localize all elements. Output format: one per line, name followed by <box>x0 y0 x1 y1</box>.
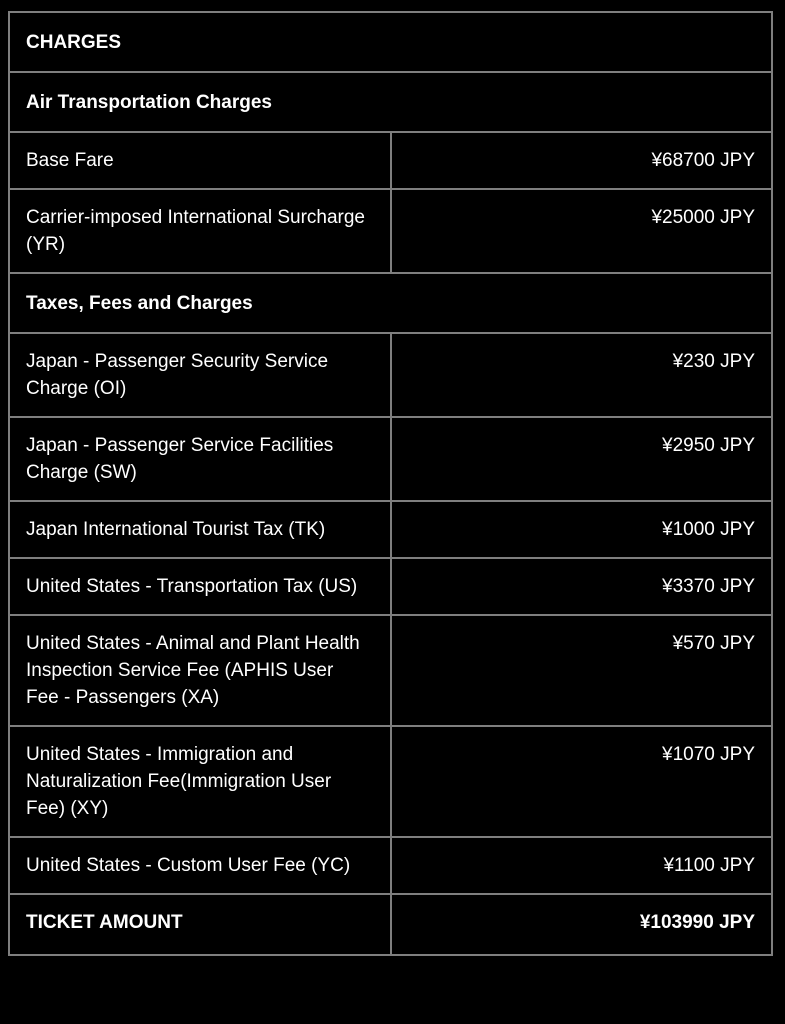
tax-row-tk <box>10 500 771 557</box>
tax-row-oi <box>10 332 771 416</box>
tax-row-xy <box>10 725 771 836</box>
tax-amount: ¥3370 JPY <box>662 576 755 597</box>
tax-label: United States - Immigration and Naturalization Fee(Immigration User Fee) (XY) <box>10 727 392 836</box>
tax-amount: ¥570 JPY <box>672 633 755 654</box>
tax-amount: ¥230 JPY <box>672 351 755 372</box>
charge-amount: ¥68700 JPY <box>651 150 755 171</box>
tax-row-sw <box>10 416 771 500</box>
charge-amount: ¥25000 JPY <box>651 207 755 228</box>
tax-section-heading: Taxes, Fees and Charges <box>26 293 253 314</box>
tax-amount: ¥1070 JPY <box>662 744 755 765</box>
tax-label: United States - Transportation Tax (US) <box>10 559 392 614</box>
charges-title: CHARGES <box>26 32 122 53</box>
tax-label: Japan - Passenger Security Service Charge (OI) <box>10 334 392 416</box>
tax-label: Japan International Tourist Tax (TK) <box>10 502 392 557</box>
charge-label: Carrier-imposed International Surcharge (YR) <box>10 190 392 272</box>
tax-row-xa <box>10 614 771 725</box>
tax-label: Japan - Passenger Service Facilities Charge (SW) <box>10 418 392 500</box>
ticket-total-amount: ¥103990 JPY <box>639 912 755 933</box>
tax-row-us <box>10 557 771 614</box>
air-section-heading-row <box>10 71 771 131</box>
tax-label: United States - Animal and Plant Health Inspection Service Fee (APHIS User Fee - Passengers (XA) <box>10 616 392 725</box>
charge-row-base-fare <box>10 131 771 188</box>
tax-amount: ¥1100 JPY <box>663 855 755 876</box>
air-section-heading: Air Transportation Charges <box>26 92 272 113</box>
charge-label: Base Fare <box>10 133 392 188</box>
tax-row-yc <box>10 836 771 893</box>
tax-amount: ¥2950 JPY <box>662 435 755 456</box>
charges-table <box>8 11 773 956</box>
tax-amount: ¥1000 JPY <box>662 519 755 540</box>
charges-title-row <box>10 13 771 71</box>
tax-label: United States - Custom User Fee (YC) <box>10 838 392 893</box>
ticket-total-label: TICKET AMOUNT <box>10 895 392 954</box>
ticket-total-row <box>10 893 771 954</box>
charge-row-yr <box>10 188 771 272</box>
tax-section-heading-row <box>10 272 771 332</box>
